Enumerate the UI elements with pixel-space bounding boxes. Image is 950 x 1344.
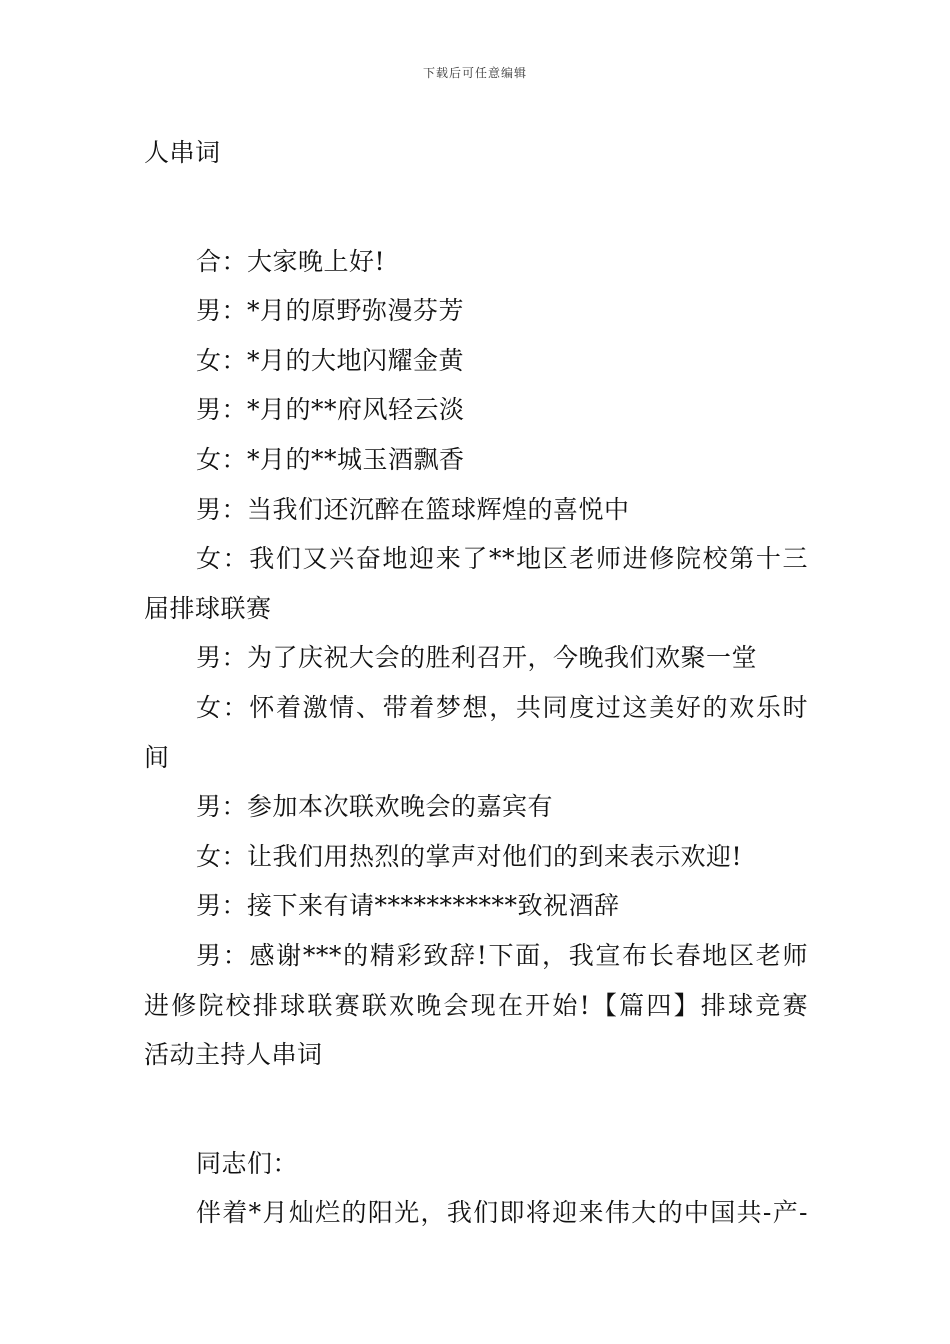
dialogue-continuation: 届排球联赛 [144,593,272,623]
page-header: 下载后可任意编辑 [422,66,527,80]
dialogue-line: 女：*月的大地闪耀金黄 [196,345,465,375]
dialogue-line: 合：大家晚上好! [196,246,386,276]
dialogue-continuation: 进修院校排球联赛联欢晚会现在开始!【篇四】排球竞赛 [144,990,808,1020]
greeting-line: 同志们： [196,1148,299,1178]
dialogue-line: 男：接下来有请***********致祝酒辞 [196,891,620,921]
dialogue-line: 男：为了庆祝大会的胜利召开，今晚我们欢聚一堂 [196,643,758,673]
dialogue-line: 男：感谢***的精彩致辞!下面，我宣布长春地区老师 [196,940,808,970]
dialogue-line: 女：让我们用热烈的掌声对他们的到来表示欢迎! [196,841,743,871]
blank-line [144,1080,808,1139]
dialogue-line: 女：怀着激情、带着梦想，共同度过这美好的欢乐时 [196,692,808,722]
dialogue-line: 男：参加本次联欢晚会的嘉宾有 [196,792,554,822]
dialogue-continuation: 间 [144,742,170,772]
section-title-fragment: 活动主持人串词 [144,1040,323,1070]
title-fragment: 人串词 [144,138,221,167]
dialogue-line: 男：*月的**府风轻云淡 [196,395,465,425]
dialogue-line: 男：*月的原野弥漫芬芳 [196,296,465,326]
dialogue-line: 女：我们又兴奋地迎来了**地区老师进修院校第十三 [196,544,808,574]
dialogue-line: 男：当我们还沉醉在篮球辉煌的喜悦中 [196,494,630,524]
paragraph-line: 伴着*月灿烂的阳光，我们即将迎来伟大的中国共-产- [196,1198,808,1228]
document-body [144,128,808,1238]
dialogue-line: 女：*月的**城玉酒飘香 [196,444,465,474]
blank-line [144,178,808,237]
